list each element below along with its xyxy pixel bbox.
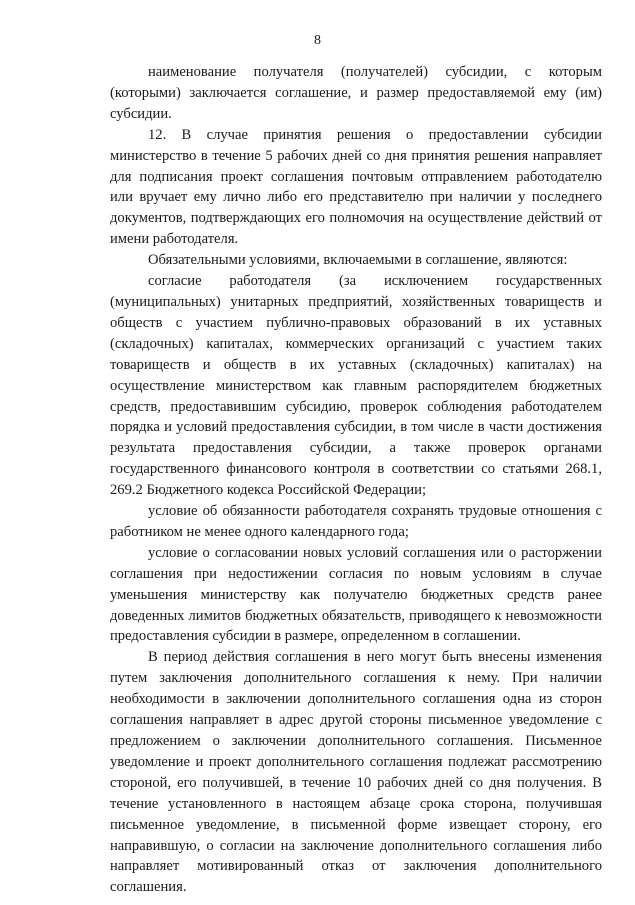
- paragraph-employer-consent: согласие работодателя (за исключением государственных (муниципальных) унитарных предприятий, хозяйственных товариществ и обществ с участием публично-правовых образований в их уставных (складочных) капиталах, коммерческих организаций с участием таких товариществ и обществ в их уставных (складочных) капиталах) на осуществление министерством как главным распорядителем бюджетных средств, предоставившим субсидию, проверок соблюдения работодателем порядка и условий предоставления субсидии, в том числе в части достижения результата предоставления субсидии, а также проверок органами государственного финансового контроля в соответствии со статьями 268.1, 269.2 Бюджетного кодекса Российской Федерации;: [110, 273, 602, 499]
- paragraph-employment-obligation: условие об обязанности работодателя сохранять трудовые отношения с работником не менее одного календарного года;: [110, 503, 602, 540]
- paragraph-mandatory-conditions-intro: Обязательными условиями, включаемыми в соглашение, являются:: [148, 252, 568, 269]
- paragraph-item-12: 12. В случае принятия решения о предоставлении субсидии министерство в течение 5 рабочих дней со дня принятия решения направляет для подписания проект соглашения почтовым отправлением работодателю или вручает ему лично либо его представителю при наличии у последнего документов, подтверждающих его полномочия на осуществление действий от имени работодателя.: [110, 126, 602, 248]
- page-number: 8: [314, 33, 321, 48]
- document-body: [110, 62, 602, 898]
- paragraph-new-conditions: условие о согласовании новых условий соглашения или о расторжении соглашения при недостижении согласия по новым условиям в случае уменьшения министерству как получателю бюджетных средств ранее доведенных лимитов бюджетных обязательств, приводящего к невозможности предоставления субсидии в размере, определенном в соглашении.: [110, 544, 602, 645]
- paragraph-recipient-name: наименование получателя (получателей) субсидии, с которым (которыми) заключается соглашение, и размер предоставляемой ему (им) субсидии.: [110, 64, 602, 122]
- paragraph-amendments: В период действия соглашения в него могут быть внесены изменения путем заключения дополнительного соглашения к нему. При наличии необходимости в заключении дополнительного соглашения одна из сторон соглашения направляет в адрес другой стороны письменное уведомление с предложением о заключении дополнительного соглашения. Письменное уведомление и проект дополнительного соглашения подлежат рассмотрению стороной, его получившей, в течение 10 рабочих дней со дня получения. В течение установленного в настоящем абзаце срока сторона, получившая письменное уведомление, в письменной форме извещает сторону, его направившую, о согласии на заключение дополнительного соглашения либо направляет мотивированный отказ от заключения дополнительного соглашения.: [110, 649, 602, 896]
